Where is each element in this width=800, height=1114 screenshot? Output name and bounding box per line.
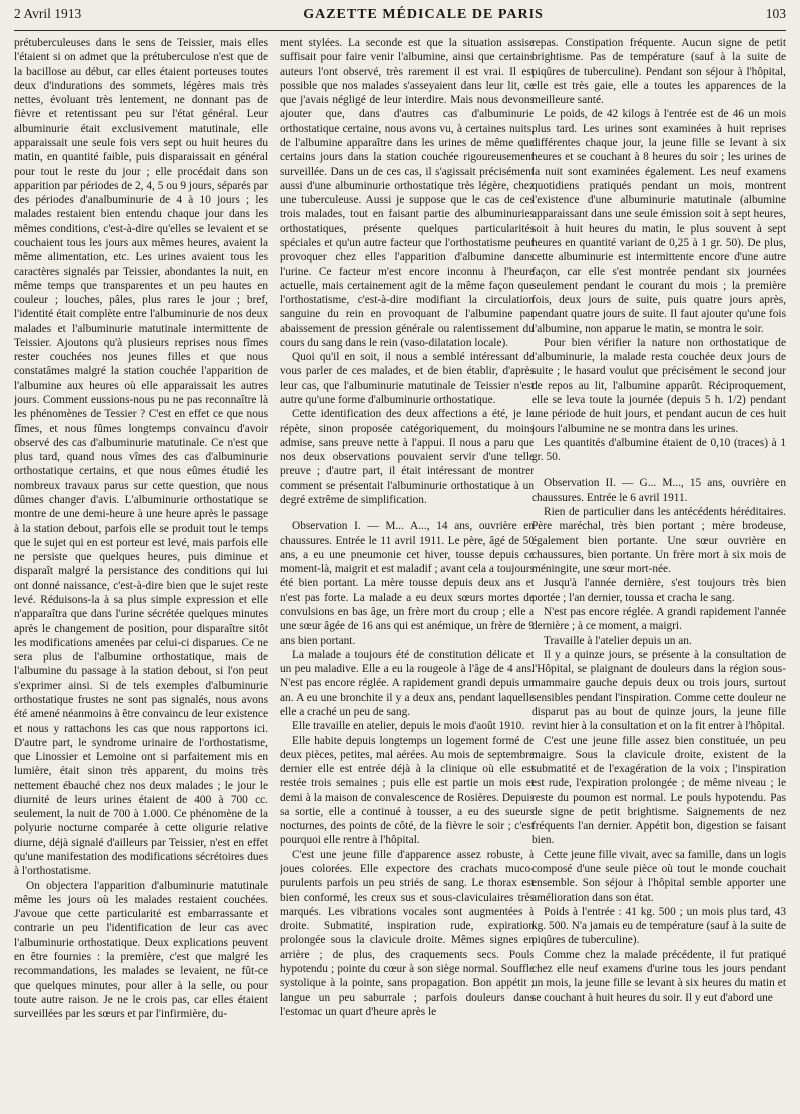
paragraph: N'est pas encore réglée. A grandi rapidement l'année dernière ; à ce moment, a maigri. (532, 605, 786, 633)
journal-title: GAZETTE MÉDICALE DE PARIS (303, 7, 544, 22)
column-3 (532, 36, 786, 1106)
column-2 (280, 36, 534, 1106)
paragraph: Cette identification des deux affections a été, je le répète, sinon proposée catégoriquement, du moins admise, sans preuve nette à l'appui. Il nous a paru que nos deux observations pouvaient servir d'une telle preuve ; d'autre part, il était intéressant de montrer comment se présentait l'albuminurie orthostatique à un degré extrême de simplification. (280, 408, 534, 506)
column-1 (14, 36, 268, 1106)
section-spacer (280, 507, 534, 519)
paragraph: Cette jeune fille vivait, avec sa famille, dans un logis composé d'une seule pièce où tout le monde couchait ensemble. Son séjour à l'hôpital semble apporter une amélioration dans son état. (532, 848, 786, 904)
paragraph: ment stylées. La seconde est que la situation assise suffisait pour faire venir l'albumine, ainsi que certains auteurs l'ont observé, très rarement il est vrai. Il est possible que nos malades s'asseyaient dans leur lit, ce que j'avais négligé de leur interdire. Mais nous devons ajouter que, dans d'autres cas d'albuminurie orthostatique certaine, nous avons vu, à certaines nuits, de l'albumine apparaître dans les urines de même que certains jours dans la station couchée rigoureusement surveillée. Dans un de ces cas, il s'agissait précisément aussi d'une albuminurie orthostatique très légère, chez une tuberculeuse. Aussi je suppose que le cas de ces trois malades, tout en faisant partie des albuminuries orthostatiques, présente quelques particularités spéciales et qu'un autre facteur que l'orthostatisme peut provoquer chez elles l'apparition d'albumine dans l'urine. Ce facteur m'est encore inconnu à l'heure actuelle, mais certainement agit de la même façon que l'orthostatisme, c'est-à-dire modifiant la circulation sanguine du rein en provoquant de l'albumine par abaissement de pression générale ou ralentissement du cours du sang dans le rein (vaso-dilatation locale). (280, 37, 534, 349)
paragraph: Rien de particulier dans les antécédents héréditaires. Père maréchal, très bien portant ; mère brodeuse, également bien portante. Une sœur ouvrière en chaussures, bien portante. Un frère mort à six mois de méningite, une sœur mort-née. (532, 506, 786, 576)
paragraph: La malade a toujours été de constitution délicate et un peu maladive. Elle a eu la rougeole à l'âge de 4 ans. N'est pas encore réglée. A rapidement grandi depuis un an. A eu une bronchite il y a deux ans, pendant laquelle elle a craché un peu de sang. (280, 648, 534, 718)
paragraph: On objectera l'apparition d'albuminurie matutinale même les jours où les malades restaient couchées. J'avoue que cette particularité est embarrassante et contrarie un peu l'identification de leur cas avec l'albuminurie orthostatique. Deux explications peuvent en être fournies : la première, c'est que malgré les recommandations, les malades se levaient, ne fût-ce que quelques minutes, pour aller à la selle, ou pour toute autre raison. Je ne le crois pas, car elles étaient surveillées par les sœurs et par l'infirmière, du- (14, 879, 268, 1021)
observation-heading-1: Observation I. — M... A..., 14 ans, ouvrière en chaussures. Entrée le 11 avril 1911. Le père, âgé de 50 ans, a eu une pneumonie cet hiver, tousse depuis ce moment-là, maigrit et est maladif ; avant cela a toujours été bien portant. La mère tousse depuis deux ans et n'est pas forte. La malade a eu deux sœurs mortes de convulsions en bas âge, un frère mort du croup ; elle a une sœur âgée de 16 ans qui est anémique, un frère de 9 ans bien portant. (280, 520, 534, 647)
paragraph: C'est une jeune fille d'apparence assez robuste, à joues colorées. Elle expectore des crachats muco-purulents parfois un peu striés de sang. Le thorax est bien conformé, les creux sus et sous-claviculaires très marqués. Les vibrations vocales sont augmentées à droite. Submatité, inspiration rude, expiration prolongée sous la clavicule droite. Mêmes signes en arrière ; de plus, des craquements secs. Pouls hypotendu ; pointe du cœur à son siège normal. Souffle systolique à la pointe, sans propagation. Bon appétit ; langue un peu saburrale ; parfois douleurs dans l'estomac un quart d'heure après le (280, 848, 534, 1018)
paragraph: repas. Constipation fréquente. Aucun signe de petit brightisme. Pas de température (sauf à la suite de piqûres de tuberculine). Pendant son séjour à l'hôpital, elle est très gaie, elle a toutes les apparences de la meilleure santé. (532, 37, 786, 107)
paragraph: Le poids, de 42 kilogs à l'entrée est de 46 un mois plus tard. Les urines sont examinées à huit reprises différentes chaque jour, la jeune fille se levant à six heures et se couchant à 8 heures du soir ; les urines de la nuit sont examinées également. Les neuf examens quotidiens pratiqués pendant un mois, montrent l'existence d'une albuminurie matutinale (albumine apparaissant dans une seule émission soit à sept heures, soit à huit heures du matin, le plus souvent à sept heures en quantité variant de 0,25 à 1 gr. 50). De plus, cette albuminurie est intermittente encore d'une autre façon, car elle s'est montrée pendant six journées seulement pendant le courant du mois ; la première fois, deux jours de suite, puis quatre jours après, pendant quatre jours de suite. Il faut ajouter qu'une fois l'albumine, non apparue le matin, se montra le soir. (532, 108, 786, 335)
paragraph: Elle habite depuis longtemps un logement formé de deux pièces, petites, mal aérées. Au mois de septembre dernier elle est entrée déjà à la clinique où elle est restée trois semaines ; puis elle est partie un mois et demi à la maison de convalescence de Rosières. Depuis sa sortie, elle a continué à tousser, a eu des sueurs nocturnes, des points de côté, de la fièvre le soir ; c'est pourquoi elle rentre à l'hôpital. (280, 734, 534, 847)
paragraph: prétuberculeuses dans le sens de Teissier, mais elles l'étaient si on admet que la prétuberculose n'est que de la bacillose au début, car elles étaient porteuses toutes deux d'indurations des sommets, légères mais très nettes, évoluant très lentement, ne donnant pas de fièvre et retentissant peu sur l'état général. Leur albuminurie était exclusivement matutinale, elle apparaissait une seule fois vers sept ou huit heures du matin, en quantité faible, puis disparaissait en général pour tout le reste du jour ; elle procédait dans son apparition par périodes de 2, 4, 5 ou 9 jours, séparés par des périodes d'analbuminurie de 4 à 10 jours ; les malades restaient bien entendu chaque jour dans les mêmes conditions, c'est-à-dire qu'elles se levaient et se couchaient tous les jours aux mêmes heures, avaient la même alimentation, etc. Les urines avaient tous les caractères signalés par Teissier, abondantes la nuit, en même temps que transparentes et un peu hautes en couleur ; louches, pâles, plus rares le jour ; bref, l'identité était complète entre l'albuminurie de nos deux malades et l'albuminurie matutinale intermittente de Teissier. Ajoutons qu'à plusieurs reprises nous fîmes rester couchées nos jeunes filles et que nous constatâmes malgré la station couchée l'apparition de l'albumine aux heures où elle apparaissait les autres jours. Comment eussions-nous pu ne pas reconnaître là les phénomènes de Tessier ? C'est en effet ce que nous fîmes, et nous fûmes longtemps convaincu d'avoir observé des cas d'albuminurie matutinale. Ce n'est que plus tard, quand nous vîmes des cas d'albuminurie orthostatique certains, et que nous eûmes étudié les nombreux travaux parus sur cette question, que nous dûmes changer d'avis. L'albuminurie orthostatique se montre de une demi-heure à une heure après le passage à la station debout, parfois elle se produit tout le temps que le sujet qui en est porteur est levé, mais parfois elle ne persiste que quelques heures, puis diminue et disparaît malgré la persistance des conditions qui lui ont donné naissance, c'est-à-dire bien que le sujet reste levé. Réduisons-la à sa plus simple expression et elle n'apparaîtra que dans l'urine sécrétée quelques minutes après le changement de position, pour disparaître sitôt les modifications amenées par celui-ci disparues. Ce ne sera plus de l'albumine orthostatique, mais de l'albumine du passage à la station debout, si l'on peut s'exprimer ainsi. Si de tels exemples d'albuminurie orthostatique frustes ne sont pas signalés, nous avons été amené néanmoins à être convaincu de leur existence et nous y rattachons les cas que nous rapportons ici. D'autre part, le syndrome urinaire de l'orthostatisme, que Linossier et Lemoine ont si parfaitement mis en lumière, était sinon très apparent, du moins très nettement ébauché chez nos deux malades ; le jour le diurnité de leurs urines étaient de 400 à 700 cc. seulement, la nuit de 700 à 1.000. Ce phénomène de la polyurie nocturne comparée à cette oligurie relative diurne, déjà signalé d'ailleurs par Teissier, n'est en effet qu'une manifestation des modifications sécrétoires dues à l'orthostatisme. (14, 37, 268, 878)
paragraph: Il y a quinze jours, se présente à la consultation de l'Hôpital, se plaignant de douleurs dans la région sous-mammaire gauche depuis deux ou trois jours, surtout sensibles pendant l'inspiration. Comme cette douleur ne disparut pas au bout de quinze jours, la jeune fille revint hier à la consultation et on la fit entrer à l'hôpital. (532, 648, 786, 733)
paragraph: Comme chez la malade précédente, il fut pratiqué chez elle neuf examens d'urine tous les jours pendant un mois, la jeune fille se levant à six heures du matin et se couchant à huit heures du soir. Il y eut d'abord une (532, 948, 786, 1004)
paragraph: Pour bien vérifier la nature non orthostatique de l'albuminurie, la malade resta couchée deux jours de suite ; le hasard voulut que précisément le second jour de repos au lit, l'albumine apparût. Réciproquement, elle se leva toute la journée (depuis 5 h. 1/2) pendant une période de huit jours, et pendant aucun de ces huit jours l'albumine ne se montra dans les urines. (532, 336, 786, 435)
paragraph: Travaille à l'atelier depuis un an. (544, 634, 692, 647)
header-rule (14, 30, 786, 31)
paragraph: Elle travaille en atelier, depuis le mois d'août 1910. (292, 720, 525, 733)
section-spacer (532, 464, 786, 476)
page-number: 103 (765, 6, 786, 21)
paragraph: Poids à l'entrée : 41 kg. 500 ; un mois plus tard, 43 kg. 500. N'a jamais eu de température (sauf à la suite de piqûres de tuberculine). (532, 905, 786, 947)
paragraph: Les quantités d'albumine étaient de 0,10 (traces) à 1 gr. 50. (532, 436, 786, 464)
paragraph: Jusqu'à l'année dernière, s'est toujours très bien portée ; l'an dernier, toussa et cracha le sang. (532, 577, 786, 604)
header-date: 2 Avril 1913 (14, 6, 82, 21)
page-header (14, 6, 786, 28)
paragraph: Quoi qu'il en soit, il nous a semblé intéressant de vous parler de ces malades, et de bien établir, d'après leur cas, que l'albuminurie matutinale de Teissier n'est autre qu'une forme d'albuminurie orthostatique. (280, 351, 534, 407)
paragraph: C'est une jeune fille assez bien constituée, un peu maigre. Sous la clavicule droite, existent de la submatité et de l'exagération de la voix ; l'inspiration est rude, l'expiration prolongée ; de même niveau ; le reste du poumon est normal. Le pouls hypotendu. Pas de signe de petit brightisme. Saignements de nez fréquents l'an dernier. Appétit bon, digestion se faisant bien. (532, 734, 786, 847)
observation-heading-2: Observation II. — G... M..., 15 ans, ouvrière en chaussures. Entrée le 6 avril 1911. (532, 477, 786, 504)
